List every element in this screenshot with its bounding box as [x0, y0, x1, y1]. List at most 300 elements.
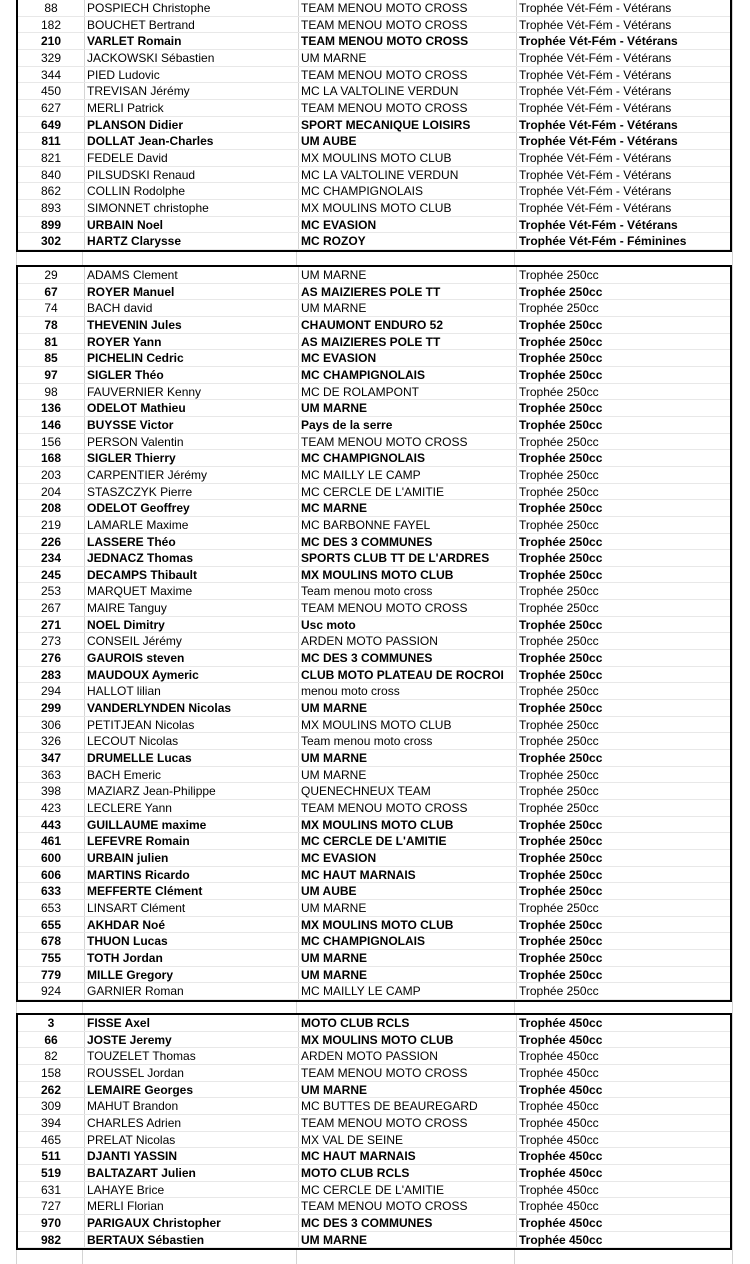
- rider-number-cell: 627: [40, 100, 62, 115]
- club-name-cell: UM MARNE: [298, 267, 516, 283]
- club-name-cell: MC ROZOY: [298, 233, 516, 249]
- club-name-cell: TEAM MENOU MOTO CROSS: [298, 33, 516, 49]
- category-cell: Trophée 450cc: [516, 1115, 730, 1131]
- rider-number-cell: 465: [40, 1132, 62, 1147]
- category-cell: Trophée 450cc: [516, 1148, 730, 1164]
- rider-name-cell: MARQUET Maxime: [84, 583, 298, 599]
- category-cell: Trophée 450cc: [516, 1215, 730, 1231]
- club-name-cell: MOTO CLUB RCLS: [298, 1165, 516, 1181]
- rider-name-cell: GARNIER Roman: [84, 983, 298, 999]
- club-name-cell: MC DES 3 COMMUNES: [298, 1215, 516, 1231]
- rider-number-cell: 363: [40, 767, 62, 782]
- rider-number-cell: 29: [44, 268, 58, 282]
- table-row: [18, 1098, 730, 1115]
- category-cell: Trophée 250cc: [516, 267, 730, 283]
- club-name-cell: MC DES 3 COMMUNES: [298, 534, 516, 550]
- club-name-cell: MC CERCLE DE L'AMITIE: [298, 833, 516, 849]
- club-name-cell: TEAM MENOU MOTO CROSS: [298, 434, 516, 450]
- rider-name-cell: MARTINS Ricardo: [84, 867, 298, 883]
- table-row: [18, 817, 730, 834]
- rider-number-cell: 276: [40, 651, 62, 666]
- club-name-cell: UM MARNE: [298, 900, 516, 916]
- category-cell: Trophée 250cc: [516, 850, 730, 866]
- rider-number-cell: 633: [40, 884, 62, 899]
- club-name-cell: SPORTS CLUB TT DE L'ARDRES: [298, 550, 516, 566]
- category-cell: Trophée 250cc: [516, 517, 730, 533]
- category-cell: Trophée 450cc: [516, 1198, 730, 1214]
- rider-number-cell: 840: [40, 167, 62, 182]
- category-cell: Trophée 250cc: [516, 334, 730, 350]
- rider-name-cell: LINSART Clément: [84, 900, 298, 916]
- club-name-cell: UM MARNE: [298, 767, 516, 783]
- rider-name-cell: ROYER Manuel: [84, 284, 298, 300]
- category-cell: Trophée 250cc: [516, 783, 730, 799]
- table-row: [18, 117, 730, 134]
- table-row: [18, 33, 730, 50]
- category-cell: Trophée 250cc: [516, 534, 730, 550]
- rider-name-cell: JACKOWSKI Sébastien: [84, 50, 298, 66]
- rider-name-cell: CONSEIL Jérémy: [84, 633, 298, 649]
- table-row: [18, 650, 730, 667]
- rider-name-cell: ODELOT Mathieu: [84, 400, 298, 416]
- table-row: [18, 1182, 730, 1199]
- table-row: [18, 1215, 730, 1232]
- category-cell: Trophée 250cc: [516, 633, 730, 649]
- category-cell: Trophée 250cc: [516, 950, 730, 966]
- table-row: [18, 800, 730, 817]
- table-row: [18, 1232, 730, 1249]
- club-name-cell: MC EVASION: [298, 350, 516, 366]
- category-cell: Trophée 450cc: [516, 1015, 730, 1031]
- club-name-cell: MX MOULINS MOTO CLUB: [298, 150, 516, 166]
- rider-number-cell: 678: [40, 934, 62, 949]
- rider-number-cell: 606: [40, 867, 62, 882]
- rider-number-cell: 210: [40, 34, 62, 49]
- rider-number-cell: 156: [40, 434, 62, 449]
- rider-number-cell: 85: [44, 351, 58, 366]
- rider-name-cell: JOSTE Jeremy: [84, 1032, 298, 1048]
- rider-number-cell: 461: [40, 834, 62, 849]
- table-row: [18, 717, 730, 734]
- rider-name-cell: PERSON Valentin: [84, 434, 298, 450]
- rider-number-cell: 329: [40, 50, 62, 65]
- table-row: [18, 300, 730, 317]
- rider-number-cell: 74: [44, 301, 58, 316]
- category-cell: Trophée Vét-Fém - Vétérans: [516, 50, 730, 66]
- category-cell: Trophée 250cc: [516, 500, 730, 516]
- table-row: [18, 550, 730, 567]
- club-name-cell: UM MARNE: [298, 50, 516, 66]
- table-row: [18, 183, 730, 200]
- table-row: [18, 683, 730, 700]
- rider-number-cell: 443: [40, 817, 62, 832]
- rider-name-cell: VARLET Romain: [84, 33, 298, 49]
- club-name-cell: MC MARNE: [298, 500, 516, 516]
- rider-name-cell: URBAIN julien: [84, 850, 298, 866]
- rider-number-cell: 146: [40, 417, 62, 432]
- rider-number-cell: 631: [40, 1182, 62, 1197]
- category-cell: Trophée 250cc: [516, 350, 730, 366]
- club-name-cell: MC EVASION: [298, 217, 516, 233]
- club-name-cell: UM MARNE: [298, 750, 516, 766]
- category-cell: Trophée 250cc: [516, 983, 730, 999]
- club-name-cell: TEAM MENOU MOTO CROSS: [298, 0, 516, 16]
- rider-number-cell: 326: [40, 734, 62, 749]
- table-row: [18, 267, 730, 284]
- table-row: [18, 517, 730, 534]
- table-row: [18, 933, 730, 950]
- rider-name-cell: MAUDOUX Aymeric: [84, 667, 298, 683]
- rider-number-cell: 66: [44, 1032, 58, 1047]
- category-cell: Trophée 250cc: [516, 467, 730, 483]
- table-row: [18, 1048, 730, 1065]
- rider-name-cell: ROYER Yann: [84, 334, 298, 350]
- club-name-cell: TEAM MENOU MOTO CROSS: [298, 600, 516, 616]
- rider-number-cell: 158: [40, 1065, 62, 1080]
- club-name-cell: menou moto cross: [298, 683, 516, 699]
- category-cell: Trophée 250cc: [516, 400, 730, 416]
- category-cell: Trophée 250cc: [516, 683, 730, 699]
- rider-number-cell: 899: [40, 217, 62, 232]
- category-cell: Trophée 450cc: [516, 1182, 730, 1198]
- category-cell: Trophée Vét-Fém - Vétérans: [516, 83, 730, 99]
- club-name-cell: MC CHAMPIGNOLAIS: [298, 933, 516, 949]
- table-row: [18, 83, 730, 100]
- table-row: [18, 1132, 730, 1149]
- rider-number-cell: 649: [40, 117, 62, 132]
- club-name-cell: MC LA VALTOLINE VERDUN: [298, 83, 516, 99]
- rider-name-cell: DOLLAT Jean-Charles: [84, 133, 298, 149]
- table-row: [18, 950, 730, 967]
- club-name-cell: MX MOULINS MOTO CLUB: [298, 917, 516, 933]
- category-cell: Trophée 450cc: [516, 1165, 730, 1181]
- category-cell: Trophée 450cc: [516, 1065, 730, 1081]
- rider-name-cell: HARTZ Clarysse: [84, 233, 298, 249]
- rider-number-cell: 253: [40, 584, 62, 599]
- rider-name-cell: MAZIARZ Jean-Philippe: [84, 783, 298, 799]
- rider-number-cell: 182: [40, 17, 62, 32]
- club-name-cell: TEAM MENOU MOTO CROSS: [298, 1115, 516, 1131]
- rider-number-cell: 219: [40, 517, 62, 532]
- club-name-cell: ARDEN MOTO PASSION: [298, 633, 516, 649]
- club-name-cell: SPORT MECANIQUE LOISIRS: [298, 117, 516, 133]
- category-cell: Trophée 250cc: [516, 600, 730, 616]
- table-row: [18, 867, 730, 884]
- rider-name-cell: BALTAZART Julien: [84, 1165, 298, 1181]
- rider-name-cell: PLANSON Didier: [84, 117, 298, 133]
- rider-number-cell: 655: [40, 917, 62, 932]
- rider-number-cell: 294: [40, 684, 62, 699]
- rider-number-cell: 82: [44, 1049, 58, 1064]
- rider-number-cell: 208: [40, 501, 62, 516]
- rider-number-cell: 283: [40, 667, 62, 682]
- club-name-cell: UM MARNE: [298, 1082, 516, 1098]
- table-row: [18, 833, 730, 850]
- category-cell: Trophée 250cc: [516, 284, 730, 300]
- rider-number-cell: 88: [44, 1, 58, 15]
- rider-name-cell: MAIRE Tanguy: [84, 600, 298, 616]
- category-cell: Trophée 450cc: [516, 1048, 730, 1064]
- table-row: [18, 750, 730, 767]
- rider-number-cell: 136: [40, 401, 62, 416]
- rider-name-cell: FEDELE David: [84, 150, 298, 166]
- category-cell: Trophée Vét-Fém - Vétérans: [516, 217, 730, 233]
- rider-number-cell: 309: [40, 1099, 62, 1114]
- rider-number-cell: 450: [40, 84, 62, 99]
- rider-number-cell: 78: [44, 317, 58, 332]
- rider-name-cell: BOUCHET Bertrand: [84, 17, 298, 33]
- category-cell: Trophée 250cc: [516, 800, 730, 816]
- rider-name-cell: CARPENTIER Jérémy: [84, 467, 298, 483]
- category-cell: Trophée Vét-Fém - Vétérans: [516, 17, 730, 33]
- rider-number-cell: 204: [40, 484, 62, 499]
- table-row: [18, 1148, 730, 1165]
- club-name-cell: TEAM MENOU MOTO CROSS: [298, 17, 516, 33]
- table-row: [18, 767, 730, 784]
- club-name-cell: MC CHAMPIGNOLAIS: [298, 367, 516, 383]
- rider-name-cell: HALLOT lilian: [84, 683, 298, 699]
- rider-name-cell: PIED Ludovic: [84, 67, 298, 83]
- category-cell: Trophée 250cc: [516, 667, 730, 683]
- rider-number-cell: 226: [40, 534, 62, 549]
- club-name-cell: UM MARNE: [298, 950, 516, 966]
- rider-number-cell: 653: [40, 900, 62, 915]
- table-row: [18, 783, 730, 800]
- table-row: [18, 850, 730, 867]
- category-cell: Trophée 250cc: [516, 567, 730, 583]
- table-row: [18, 400, 730, 417]
- table-row: [18, 500, 730, 517]
- rider-number-cell: 398: [40, 784, 62, 799]
- category-cell: Trophée 250cc: [516, 367, 730, 383]
- club-name-cell: MC CHAMPIGNOLAIS: [298, 450, 516, 466]
- rider-name-cell: CHARLES Adrien: [84, 1115, 298, 1131]
- club-name-cell: MX VAL DE SEINE: [298, 1132, 516, 1148]
- table-row: [18, 384, 730, 401]
- rider-number-cell: 306: [40, 717, 62, 732]
- rider-name-cell: PETITJEAN Nicolas: [84, 717, 298, 733]
- rider-number-cell: 273: [40, 634, 62, 649]
- club-name-cell: TEAM MENOU MOTO CROSS: [298, 1065, 516, 1081]
- rider-name-cell: TOUZELET Thomas: [84, 1048, 298, 1064]
- table-row: [18, 150, 730, 167]
- category-cell: Trophée 250cc: [516, 933, 730, 949]
- club-name-cell: MC HAUT MARNAIS: [298, 1148, 516, 1164]
- table-row: [18, 1015, 730, 1032]
- table-row: [18, 367, 730, 384]
- rider-number-cell: 98: [44, 384, 58, 399]
- rider-number-cell: 262: [40, 1082, 62, 1097]
- category-cell: Trophée 250cc: [516, 750, 730, 766]
- category-cell: Trophée Vét-Fém - Vétérans: [516, 67, 730, 83]
- table-row: [18, 700, 730, 717]
- rider-name-cell: DJANTI YASSIN: [84, 1148, 298, 1164]
- club-name-cell: Pays de la serre: [298, 417, 516, 433]
- rider-name-cell: THEVENIN Jules: [84, 317, 298, 333]
- rider-number-cell: 779: [40, 967, 62, 982]
- table-row: [18, 200, 730, 217]
- rider-number-cell: 924: [40, 984, 62, 999]
- rider-name-cell: MERLI Florian: [84, 1198, 298, 1214]
- table-row: [18, 917, 730, 934]
- category-cell: Trophée 250cc: [516, 434, 730, 450]
- category-cell: Trophée 250cc: [516, 883, 730, 899]
- club-name-cell: MX MOULINS MOTO CLUB: [298, 200, 516, 216]
- rider-number-cell: 821: [40, 150, 62, 165]
- category-cell: Trophée 250cc: [516, 384, 730, 400]
- club-name-cell: TEAM MENOU MOTO CROSS: [298, 67, 516, 83]
- table-row: [18, 17, 730, 34]
- rider-number-cell: 3: [47, 1016, 55, 1030]
- category-cell: Trophée 450cc: [516, 1132, 730, 1148]
- club-name-cell: MC BUTTES DE BEAUREGARD: [298, 1098, 516, 1114]
- rider-number-cell: 600: [40, 850, 62, 865]
- table-row: [18, 284, 730, 301]
- rider-name-cell: ROUSSEL Jordan: [84, 1065, 298, 1081]
- table-row: [18, 617, 730, 634]
- rider-number-cell: 299: [40, 701, 62, 716]
- category-cell: Trophée 250cc: [516, 650, 730, 666]
- rider-number-cell: 519: [40, 1165, 62, 1180]
- category-cell: Trophée Vét-Fém - Vétérans: [516, 100, 730, 116]
- table-row: [18, 317, 730, 334]
- rider-name-cell: POSPIECH Christophe: [84, 0, 298, 16]
- club-name-cell: UM MARNE: [298, 1232, 516, 1248]
- category-cell: Trophée 250cc: [516, 550, 730, 566]
- rider-number-cell: 234: [40, 551, 62, 566]
- table-row: [18, 50, 730, 67]
- category-cell: Trophée 450cc: [516, 1232, 730, 1248]
- rider-number-cell: 347: [40, 751, 62, 766]
- club-name-cell: MC CERCLE DE L'AMITIE: [298, 484, 516, 500]
- rider-name-cell: GAUROIS steven: [84, 650, 298, 666]
- rider-name-cell: LECLERE Yann: [84, 800, 298, 816]
- club-name-cell: AS MAIZIERES POLE TT: [298, 334, 516, 350]
- category-cell: Trophée 250cc: [516, 733, 730, 749]
- category-cell: Trophée 250cc: [516, 817, 730, 833]
- rider-name-cell: MILLE Gregory: [84, 967, 298, 983]
- category-cell: Trophée 250cc: [516, 900, 730, 916]
- club-name-cell: UM AUBE: [298, 883, 516, 899]
- rider-name-cell: MEFFERTE Clément: [84, 883, 298, 899]
- club-name-cell: MC CERCLE DE L'AMITIE: [298, 1182, 516, 1198]
- category-cell: Trophée 250cc: [516, 767, 730, 783]
- club-name-cell: TEAM MENOU MOTO CROSS: [298, 800, 516, 816]
- table-row: [18, 450, 730, 467]
- category-cell: Trophée Vét-Fém - Vétérans: [516, 183, 730, 199]
- group-250cc: [16, 265, 732, 1002]
- rider-number-cell: 727: [40, 1199, 62, 1214]
- rider-name-cell: TOTH Jordan: [84, 950, 298, 966]
- club-name-cell: CHAUMONT ENDURO 52: [298, 317, 516, 333]
- club-name-cell: UM MARNE: [298, 300, 516, 316]
- rider-number-cell: 811: [41, 134, 61, 149]
- table-row: [18, 883, 730, 900]
- rider-number-cell: 97: [44, 367, 58, 382]
- category-cell: Trophée 250cc: [516, 967, 730, 983]
- rider-number-cell: 893: [40, 200, 62, 215]
- club-name-cell: MC DES 3 COMMUNES: [298, 650, 516, 666]
- rider-name-cell: BUYSSE Victor: [84, 417, 298, 433]
- rider-number-cell: 302: [40, 234, 62, 249]
- club-name-cell: MC CHAMPIGNOLAIS: [298, 183, 516, 199]
- table-row: [18, 567, 730, 584]
- rider-name-cell: LAHAYE Brice: [84, 1182, 298, 1198]
- group-veterans: [16, 0, 732, 252]
- rider-name-cell: SIMONNET christophe: [84, 200, 298, 216]
- club-name-cell: MC LA VALTOLINE VERDUN: [298, 167, 516, 183]
- club-name-cell: AS MAIZIERES POLE TT: [298, 284, 516, 300]
- category-cell: Trophée 250cc: [516, 917, 730, 933]
- club-name-cell: MC HAUT MARNAIS: [298, 867, 516, 883]
- category-cell: Trophée 250cc: [516, 617, 730, 633]
- rider-name-cell: ADAMS Clement: [84, 267, 298, 283]
- rider-number-cell: 203: [40, 467, 62, 482]
- category-cell: Trophée Vét-Fém - Vétérans: [516, 150, 730, 166]
- rider-name-cell: AKHDAR Noé: [84, 917, 298, 933]
- club-name-cell: MOTO CLUB RCLS: [298, 1015, 516, 1031]
- rider-number-cell: 394: [40, 1115, 62, 1130]
- rider-number-cell: 982: [40, 1232, 62, 1247]
- rider-name-cell: URBAIN Noel: [84, 217, 298, 233]
- rider-name-cell: SIGLER Thierry: [84, 450, 298, 466]
- rider-name-cell: PRELAT Nicolas: [84, 1132, 298, 1148]
- club-name-cell: MC DE ROLAMPONT: [298, 384, 516, 400]
- table-row: [18, 1065, 730, 1082]
- club-name-cell: Usc moto: [298, 617, 516, 633]
- rider-name-cell: LAMARLE Maxime: [84, 517, 298, 533]
- club-name-cell: TEAM MENOU MOTO CROSS: [298, 100, 516, 116]
- category-cell: Trophée 250cc: [516, 583, 730, 599]
- club-name-cell: UM MARNE: [298, 400, 516, 416]
- table-row: [18, 733, 730, 750]
- rider-number-cell: 81: [44, 334, 58, 349]
- club-name-cell: ARDEN MOTO PASSION: [298, 1048, 516, 1064]
- category-cell: Trophée 450cc: [516, 1098, 730, 1114]
- table-row: [18, 100, 730, 117]
- club-name-cell: TEAM MENOU MOTO CROSS: [298, 1198, 516, 1214]
- table-row: [18, 667, 730, 684]
- rider-name-cell: TREVISAN Jérémy: [84, 83, 298, 99]
- rider-name-cell: PICHELIN Cedric: [84, 350, 298, 366]
- rider-number-cell: 344: [40, 67, 62, 82]
- table-row: [18, 1082, 730, 1099]
- rider-name-cell: FAUVERNIER Kenny: [84, 384, 298, 400]
- group-450cc: [16, 1013, 732, 1250]
- club-name-cell: QUENECHNEUX TEAM: [298, 783, 516, 799]
- rider-name-cell: LASSERE Théo: [84, 534, 298, 550]
- table-row: [18, 583, 730, 600]
- rider-name-cell: STASZCZYK Pierre: [84, 484, 298, 500]
- rider-name-cell: LEFEVRE Romain: [84, 833, 298, 849]
- table-row: [18, 534, 730, 551]
- club-name-cell: MX MOULINS MOTO CLUB: [298, 717, 516, 733]
- rider-name-cell: PILSUDSKI Renaud: [84, 167, 298, 183]
- rider-number-cell: 423: [40, 801, 62, 815]
- table-row: [18, 1115, 730, 1132]
- category-cell: Trophée Vét-Fém - Féminines: [516, 233, 730, 249]
- category-cell: Trophée 250cc: [516, 717, 730, 733]
- club-name-cell: MC MAILLY LE CAMP: [298, 983, 516, 999]
- table-row: [18, 350, 730, 367]
- club-name-cell: MX MOULINS MOTO CLUB: [298, 817, 516, 833]
- category-cell: Trophée 250cc: [516, 300, 730, 316]
- rider-number-cell: 245: [40, 567, 62, 582]
- category-cell: Trophée Vét-Fém - Vétérans: [516, 167, 730, 183]
- table-row: [18, 167, 730, 184]
- table-row: [18, 1165, 730, 1182]
- club-name-cell: UM MARNE: [298, 967, 516, 983]
